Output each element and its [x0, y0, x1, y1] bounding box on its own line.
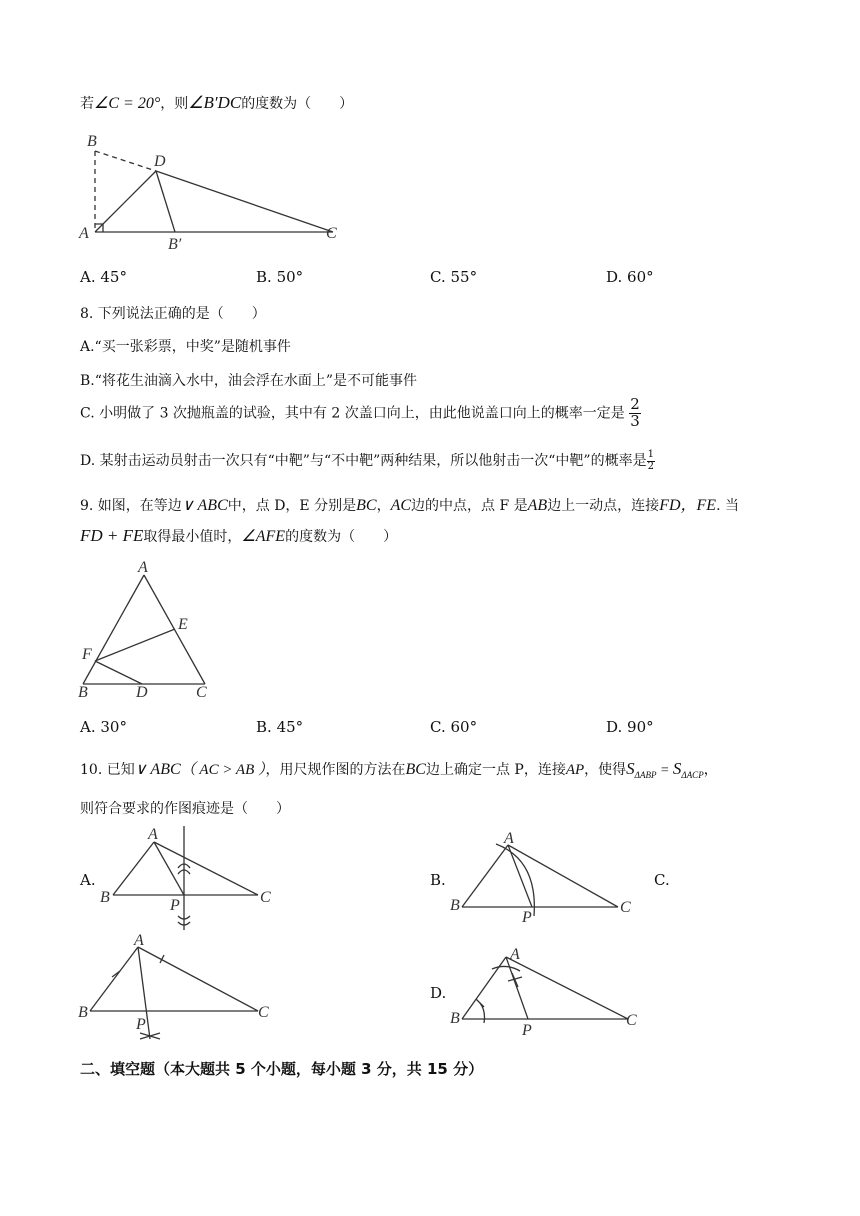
label-c: C	[258, 1004, 269, 1021]
math-s-abp: S	[626, 759, 635, 778]
label-p: P	[522, 909, 532, 926]
label-p: P	[170, 897, 180, 914]
math-equals: =	[656, 763, 673, 778]
label-b: B	[78, 1004, 88, 1021]
q8-option-c-text: C. 小明做了 3 次抛瓶盖的试验，其中有 2 次盖口向上，由此他说盖口向上的概率一定是	[80, 405, 625, 422]
angle-arc-b-tick	[476, 999, 484, 1007]
q10-option-a-figure[interactable]	[98, 822, 278, 937]
text: 中，点 D，E 分别是	[227, 498, 357, 514]
math-s-acp-subscript: ΔACP	[681, 769, 704, 780]
q8-option-a[interactable]: A.“买一张彩票，中奖”是随机事件	[80, 339, 291, 355]
math-bc: BC	[405, 761, 426, 778]
q9-option-d[interactable]	[606, 718, 654, 736]
math-angle-afe: ∠AFE	[241, 528, 286, 545]
text: 的度数为（ ）	[285, 529, 398, 545]
fraction-numerator: 1	[647, 449, 654, 460]
text: ，使得	[584, 762, 627, 778]
q9-label-a: A	[138, 559, 148, 576]
arc-mark	[496, 844, 534, 916]
q10-stem-line1	[80, 758, 718, 780]
option-text: 90°	[627, 718, 654, 736]
q7-segment-dc	[156, 171, 333, 232]
segment-ab	[462, 845, 508, 907]
math-ab: AB	[527, 497, 548, 514]
segment-ap	[508, 845, 532, 907]
q8-option-d[interactable]	[80, 450, 655, 472]
q7-segment-bd-dashed	[95, 151, 156, 171]
math-ap: AP	[565, 762, 585, 778]
q9-label-b: B	[78, 684, 88, 701]
segment-ab	[90, 947, 138, 1011]
text: 边上确定一点 P，连接	[425, 762, 566, 778]
label-c: C	[260, 889, 271, 906]
label-c: C	[626, 1012, 637, 1029]
option-letter: A.	[80, 268, 96, 286]
q10-option-d-figure[interactable]	[448, 945, 658, 1045]
option-letter: D.	[606, 718, 623, 736]
option-letter: B.	[256, 268, 272, 286]
option-text: 60°	[450, 718, 478, 736]
text: ，	[703, 762, 718, 778]
q7-label-b-prime: B′	[168, 236, 182, 253]
label-a: A	[504, 830, 514, 847]
q8-option-b[interactable]: B.“将花生油滴入水中，油会浮在水面上”是不可能事件	[80, 373, 418, 389]
q10-option-c-figure[interactable]	[78, 932, 278, 1045]
label-p: P	[136, 1016, 146, 1033]
fraction-denominator: 2	[647, 460, 654, 472]
text: ，用尺规作图的方法在	[265, 762, 406, 778]
q9-segment-ab	[83, 575, 144, 684]
math-ac: AC	[390, 497, 412, 514]
q7-segment-ad	[95, 171, 156, 232]
math-triangle: ∨ ABC	[181, 497, 228, 514]
q9-segment-fd	[95, 661, 142, 684]
q9-label-d: D	[136, 684, 148, 701]
label-a: A	[510, 946, 520, 963]
text: 9. 如图，在等边	[80, 498, 182, 514]
label-p: P	[522, 1022, 532, 1039]
option-letter: D.	[606, 268, 623, 286]
option-text: 50°	[276, 268, 304, 286]
q9-option-a[interactable]	[80, 718, 127, 736]
q7-stem-suffix: 的度数为（ ）	[241, 96, 354, 112]
math-triangle: ∨ ABC	[134, 761, 181, 778]
q9-label-c: C	[196, 684, 207, 701]
option-text: 55°	[450, 268, 478, 286]
label-b: B	[450, 897, 460, 914]
text: 取得最小值时，	[143, 529, 242, 545]
q10-option-c-letter[interactable]: C.	[654, 871, 670, 889]
fraction-numerator: 2	[630, 395, 640, 413]
label-b: B	[100, 889, 110, 906]
q9-stem-line1	[80, 492, 739, 515]
q7-label-c: C	[326, 225, 337, 242]
segment-ac	[138, 947, 258, 1011]
q10-stem-line2: 则符合要求的作图痕迹是（ ）	[80, 801, 290, 817]
math-bc: BC	[356, 497, 377, 514]
q10-option-d-letter[interactable]: D.	[430, 984, 447, 1002]
text: ，	[376, 498, 391, 514]
math-s-acp: S	[672, 759, 682, 778]
q9-label-f: F	[82, 646, 92, 663]
q8-option-d-text: D. 某射击运动员射击一次只有“中靶”与“不中靶”两种结果，所以他射击一次“中靶”的概率是	[80, 453, 647, 469]
q7-option-c[interactable]	[430, 268, 477, 286]
segment-ac	[508, 845, 618, 907]
q9-segment-fe	[95, 629, 175, 661]
math-fd-plus-fe: FD + FE	[80, 526, 144, 545]
option-text: 45°	[100, 268, 127, 286]
section-heading-fill-in: 二、填空题（本大题共 5 个小题，每小题 3 分，共 15 分）	[80, 1060, 484, 1078]
option-letter: A.	[80, 718, 96, 736]
angle-arc-a-cross	[508, 973, 522, 987]
label-b: B	[450, 1010, 460, 1027]
fraction-denominator: 3	[630, 411, 640, 430]
q8-option-c[interactable]	[80, 397, 641, 430]
q7-stem-prefix: 若	[80, 96, 94, 112]
q9-option-b[interactable]	[256, 718, 303, 736]
q8-option-c-fraction	[629, 397, 641, 430]
q7-figure	[78, 128, 358, 258]
math-s-abp-subscript: ΔABP	[634, 769, 657, 780]
q9-option-c[interactable]	[430, 718, 477, 736]
q8-stem: 8. 下列说法正确的是（ ）	[80, 306, 266, 322]
text: 10. 已知	[80, 762, 135, 778]
q8-option-d-fraction	[647, 450, 655, 472]
option-letter: B.	[256, 718, 272, 736]
q7-segment-db-prime	[156, 171, 175, 232]
q9-figure	[78, 560, 228, 705]
text: . 当	[716, 498, 739, 514]
q7-option-b[interactable]	[256, 268, 303, 286]
q7-stem	[80, 93, 353, 113]
label-c: C	[620, 899, 631, 916]
option-letter: C.	[430, 718, 446, 736]
q7-option-d[interactable]	[606, 268, 654, 286]
q10-option-b-figure[interactable]	[448, 830, 648, 930]
q7-stem-condition: ∠C = 20°	[94, 95, 161, 112]
q7-label-b: B	[87, 133, 97, 150]
math-fd-fe: FD，FE	[659, 497, 717, 514]
q7-label-d: D	[154, 153, 166, 170]
q7-stem-angle: ∠B′DC	[188, 93, 242, 112]
q10-option-a-letter[interactable]: A.	[80, 871, 96, 889]
math-condition: （ AC > AB ）	[180, 762, 266, 778]
q9-label-e: E	[178, 616, 188, 633]
option-letter: C.	[430, 268, 446, 286]
q7-label-a: A	[79, 225, 89, 242]
option-text: 30°	[100, 718, 127, 736]
q7-option-a[interactable]	[80, 268, 127, 286]
label-a: A	[148, 826, 158, 843]
text: 边上一动点，连接	[547, 498, 660, 514]
text: 边的中点，点 F 是	[411, 498, 528, 514]
option-text: 60°	[627, 268, 654, 286]
option-text: 45°	[276, 718, 304, 736]
label-a: A	[134, 932, 144, 949]
q10-option-b-letter[interactable]: B.	[430, 871, 446, 889]
q7-stem-mid: ，则	[160, 96, 189, 112]
segment-ab	[113, 842, 154, 895]
q9-stem-line2	[80, 526, 397, 546]
